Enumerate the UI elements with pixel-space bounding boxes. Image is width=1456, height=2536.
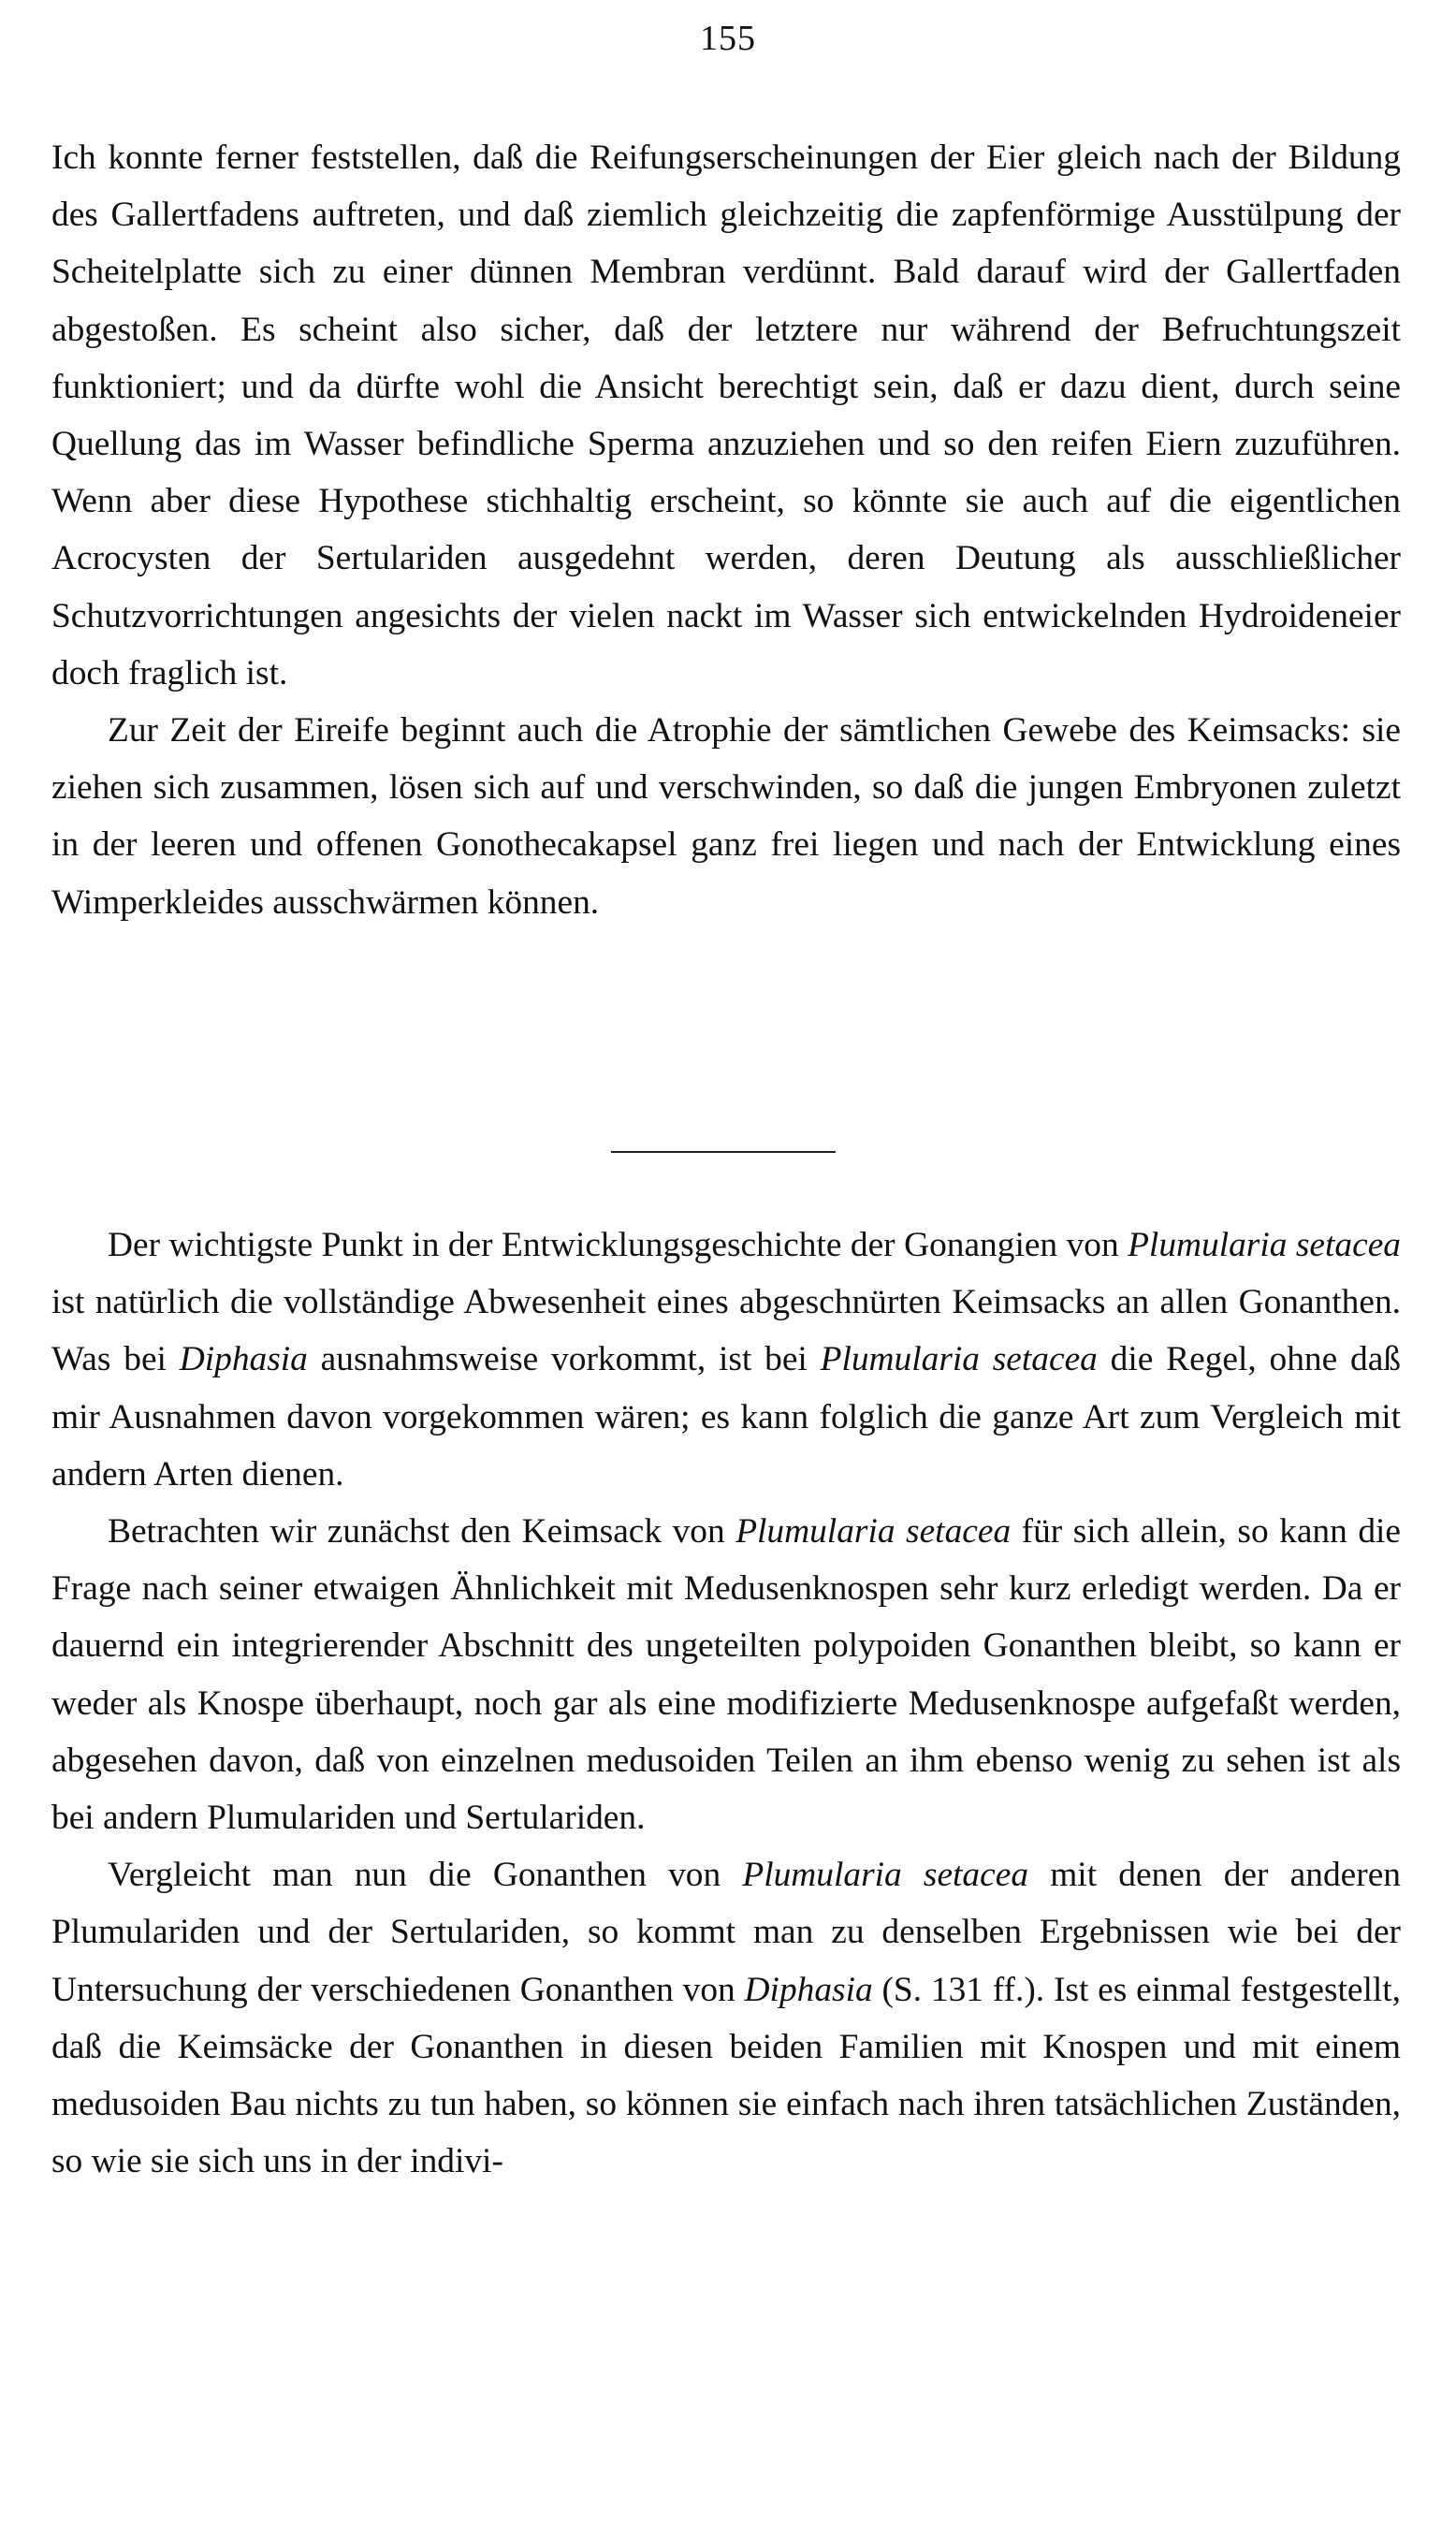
text-run: Betrachten wir zunächst den Keimsack von	[108, 1512, 736, 1552]
paragraph-eireife: Zur Zeit der Eireife beginnt auch die Atrophie der sämtlichen Gewebe des Keimsacks: sie ziehen sich zusammen, lösen sich auf und verschwinden, so daß die jungen Embryonen zuletzt in der leeren und offenen Gonothecakapsel ganz frei liegen und nach der Entwicklung eines Wimperkleides ausschwärmen können.	[51, 711, 1401, 922]
text-run: Der wichtigste Punkt in der Entwicklungsgeschichte der Gonangien von	[108, 1226, 1128, 1264]
species-name: Plumularia setacea	[820, 1340, 1098, 1379]
species-name: Plumularia setacea	[1128, 1226, 1401, 1264]
species-name: Plumularia setacea	[735, 1512, 1012, 1552]
paragraph-vergleich	[51, 1846, 1401, 2190]
text-run: Vergleicht man nun die Gonanthen von	[108, 1856, 743, 1895]
genus-name: Diphasia	[744, 1970, 873, 2009]
page-number: 155	[700, 19, 756, 58]
text-run: ist natürlich die vollständige Abwesenheit eines abgeschnürten Keimsacks an allen Gonanthen. Was bei	[51, 1283, 1401, 1379]
species-name: Plumularia setacea	[742, 1856, 1029, 1895]
text-run: für sich allein, so kann die Frage nach seiner etwaigen Ähnlichkeit mit Medusenknospen sehr kurz erledigt werden. Da er dauernd ein integrierender Abschnitt des ungeteilten polypoiden Gonanthen bleibt, so kann er weder als Knospe überhaupt, noch gar als eine modifizierte Medusenknospe aufgefaßt werden, abgesehen davon, daß von einzelnen medusoiden Teilen an ihm ebenso wenig zu sehen ist als bei andern Plumulariden und Sertulariden.	[51, 1512, 1402, 1838]
text-run: (S. 131 ff.). Ist es einmal festgestellt, daß die Keimsäcke der Gonanthen in diesen beiden Familien mit Knospen und mit einem medusoiden Bau nichts zu tun haben, so können sie einfach nach ihren tatsächlichen Zuständen, so wie sie sich uns in der indivi-	[51, 1970, 1401, 2181]
genus-name: Diphasia	[179, 1340, 308, 1379]
section-divider	[611, 1151, 836, 1153]
body-text-section-1	[51, 129, 1401, 931]
text-run: ausnahmsweise vorkommt, ist bei	[307, 1340, 821, 1379]
paragraph-keimsack	[51, 1503, 1401, 1846]
paragraph-wichtigste-punkt	[51, 1217, 1401, 1503]
paragraph-gallertfaden: Ich konnte ferner feststellen, daß die Reifungserscheinungen der Eier gleich nach der Bildung des Gallertfadens auftreten, und daß ziemlich gleichzeitig die zapfenförmige Ausstülpung der Scheitelplatte sich zu einer dünnen Membran verdünnt. Bald darauf wird der Gallertfaden abgestoßen. Es scheint also sicher, daß der letztere nur während der Befruchtungszeit funktioniert; und da dürfte wohl die Ansicht berechtigt sein, daß er dazu dient, durch seine Quellung das im Wasser befindliche Sperma anzuziehen und so den reifen Eiern zuzuführen. Wenn aber diese Hypothese stichhaltig erscheint, so könnte sie auch auf die eigentlichen Acrocysten der Sertulariden ausgedehnt werden, deren Deutung als ausschließlicher Schutzvorrichtungen angesichts der vielen nackt im Wasser sich entwickelnden Hydroideneier doch fraglich ist.	[51, 138, 1401, 692]
text-run: die Regel, ohne daß mir Ausnahmen davon vorgekommen wären; es kann folglich die ganze Art zum Vergleich mit andern Arten dienen.	[51, 1340, 1401, 1494]
text-run: mit denen der anderen Plumulariden und der Sertulariden, so kommt man zu denselben Ergebnissen wie bei der Untersuchung der verschiedenen Gonanthen von	[51, 1856, 1401, 2009]
body-text-section-2	[51, 1217, 1401, 2190]
